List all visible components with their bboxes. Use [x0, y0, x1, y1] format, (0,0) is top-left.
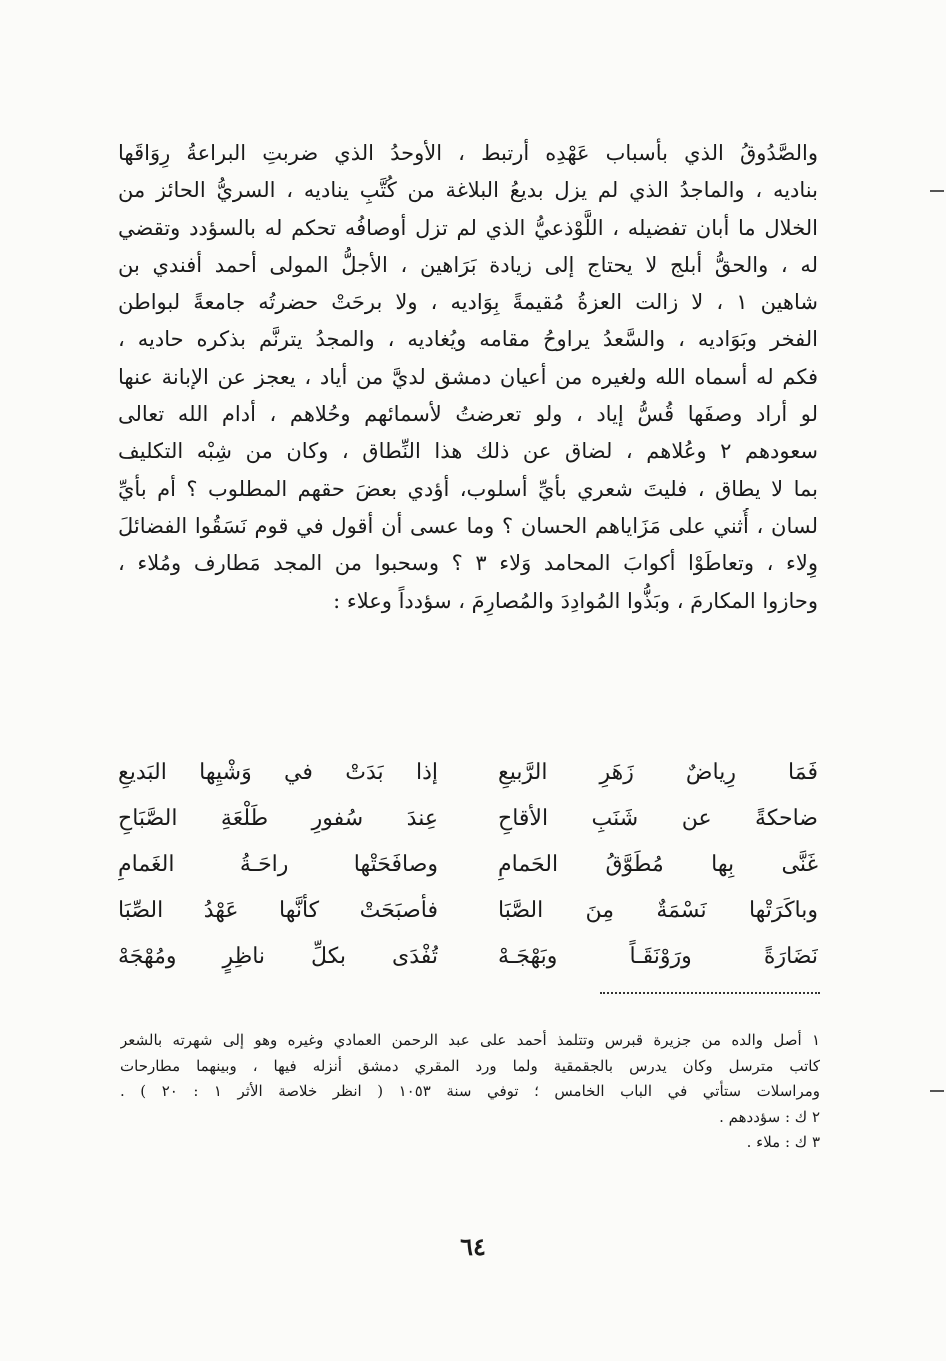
poem-verse [118, 842, 818, 888]
poem-hemistich-left: إذا بَدَتْ في وَشْيِها البَديعِ [118, 760, 438, 785]
footnote-line: ٣ ك : ملاء . [746, 1133, 820, 1151]
footnote-line: ٢ ك : سؤددهم . [719, 1107, 820, 1126]
prose-line: له ، والحقُّ أبلج لا يحتاج إلى زيادة بَرَاهين ، الأجلُّ المولى أحمد أفندي بن [118, 252, 818, 277]
footnote-line: كاتب مترسل وكان يدرس بالجقمقية ولما ورد المقري دمشق أنزله فيها ، وبينهما مطارحات [120, 1056, 820, 1075]
footnote-line: ١ أصل والده من جزيرة قبرس وتتلمذ أحمد على عبد الرحمن العمادي وغيره وهو إلى شهرته بالشعر [120, 1031, 820, 1049]
prose-line: لسان ، أُثني على مَزَاياهم الحسان ؟ وما عسى أن أقول في قوم نَسَقُوا الفضائلَ [118, 513, 818, 538]
prose-line: الفخر وبَوَاديه ، والسَّعدُ يراوحُ مقامه ويُغاديه ، والمجدُ يترنَّم بذكره حاديه ، [118, 327, 818, 352]
prose-line: بناديه ، والماجدُ الذي لم يزل بديعُ البلاغة من كُتَّبِ يناديه ، السريُّ الحائز من [118, 178, 818, 203]
poem-verse [118, 888, 818, 934]
poem-hemistich-right: ضاحكةً عن شَنَبِ الأقاحِ [498, 806, 818, 831]
prose-line: لو أراد وصفَها قُسُّ إياد ، ولو تعرضتُ لأسمائهم وحُلاهم ، أدام الله تعالى [118, 402, 818, 427]
prose-line: فكم له أسماه الله ولغيره من أعيان دمشق لديَّ من أياد ، يعجز عن الإبانة عنها [118, 364, 818, 389]
poem-hemistich-left: تُفْدَى بكلِّ ناظِرٍ ومُهْجَهْ [118, 944, 438, 969]
poem-verse [118, 934, 818, 980]
poem [118, 750, 818, 980]
prose-line: بما لا يطاق ، فليتَ شعري بأيِّ أسلوب، أؤدي بعضَ حقهم المطلوب ؟ أم بأيِّ [118, 476, 818, 501]
poem-hemistich-right: نَضَارَةً ورَوْنَقَـاً وبَهْجَـهْ [498, 944, 818, 969]
prose-paragraph [118, 135, 818, 620]
prose-line: وِلاء ، وتعاطَوْا أكوابَ المحامد وَلاء ٣ ؟ وسحبوا من المجد مَطارف ومُلاء ، [118, 551, 818, 576]
poem-verse [118, 750, 818, 796]
poem-hemistich-left: فأصبَحَتْ كأنَّها عَهْدُ الصِّبَا [118, 898, 438, 923]
prose-line: والصَّدُوقُ الذي بأسباب عَهْدِه أرتبط ، الأوحدُ الذي ضربتِ البراعةُ رِوَاقَها [118, 141, 818, 165]
poem-hemistich-right: غَنَّى بِها مُطَوَّقُ الحَمامِ [498, 852, 818, 877]
footnote-line: ومراسلات ستأتي في الباب الخامس ؛ توفي سنة ١٠٥٣ ( انظر خلاصة الأثر ١ : ٢٠ ) . [120, 1082, 820, 1100]
poem-hemistich-right: فَمَا رِياضٌ زَهَرِ الرَّبيعِ [498, 760, 818, 785]
footnotes [120, 1028, 820, 1156]
page-number: ٦٤ [460, 1232, 486, 1261]
prose-line: شاهين ١ ، لا زالت العزةُ مُقيمةً بِوَاديه ، ولا برحَتْ حضرتُه جامعةً لبواطن [118, 290, 818, 315]
footnote-divider [600, 992, 820, 994]
prose-line: وحازوا المكارمَ ، وبَذُّوا المُوادِدَ والمُصارِمَ ، سؤدداً وعلاء : [333, 588, 818, 613]
margin-mark [930, 1090, 944, 1092]
prose-line: الخلال ما أبان تفضيله ، اللَّوْذعيُّ الذي لم تزل أوصافُه تحكم له بالسؤدد وتقضي [118, 215, 818, 240]
margin-mark [930, 190, 944, 192]
prose-line: سعودهم ٢ وعُلاهم ، لضاق عن ذلك هذا النِّطاق ، وكان من شِبْه التكليف [118, 439, 818, 464]
poem-hemistich-right: وباكَرَتْها نَسْمَةٌ مِنَ الصَّبَا [498, 898, 818, 923]
poem-hemistich-left: وصافَحَتْها راحَـةُ الغَمامِ [118, 852, 438, 877]
poem-hemistich-left: عِندَ سُفورِ طَلْعَةِ الصَّبَاحِ [118, 806, 438, 831]
poem-verse [118, 796, 818, 842]
